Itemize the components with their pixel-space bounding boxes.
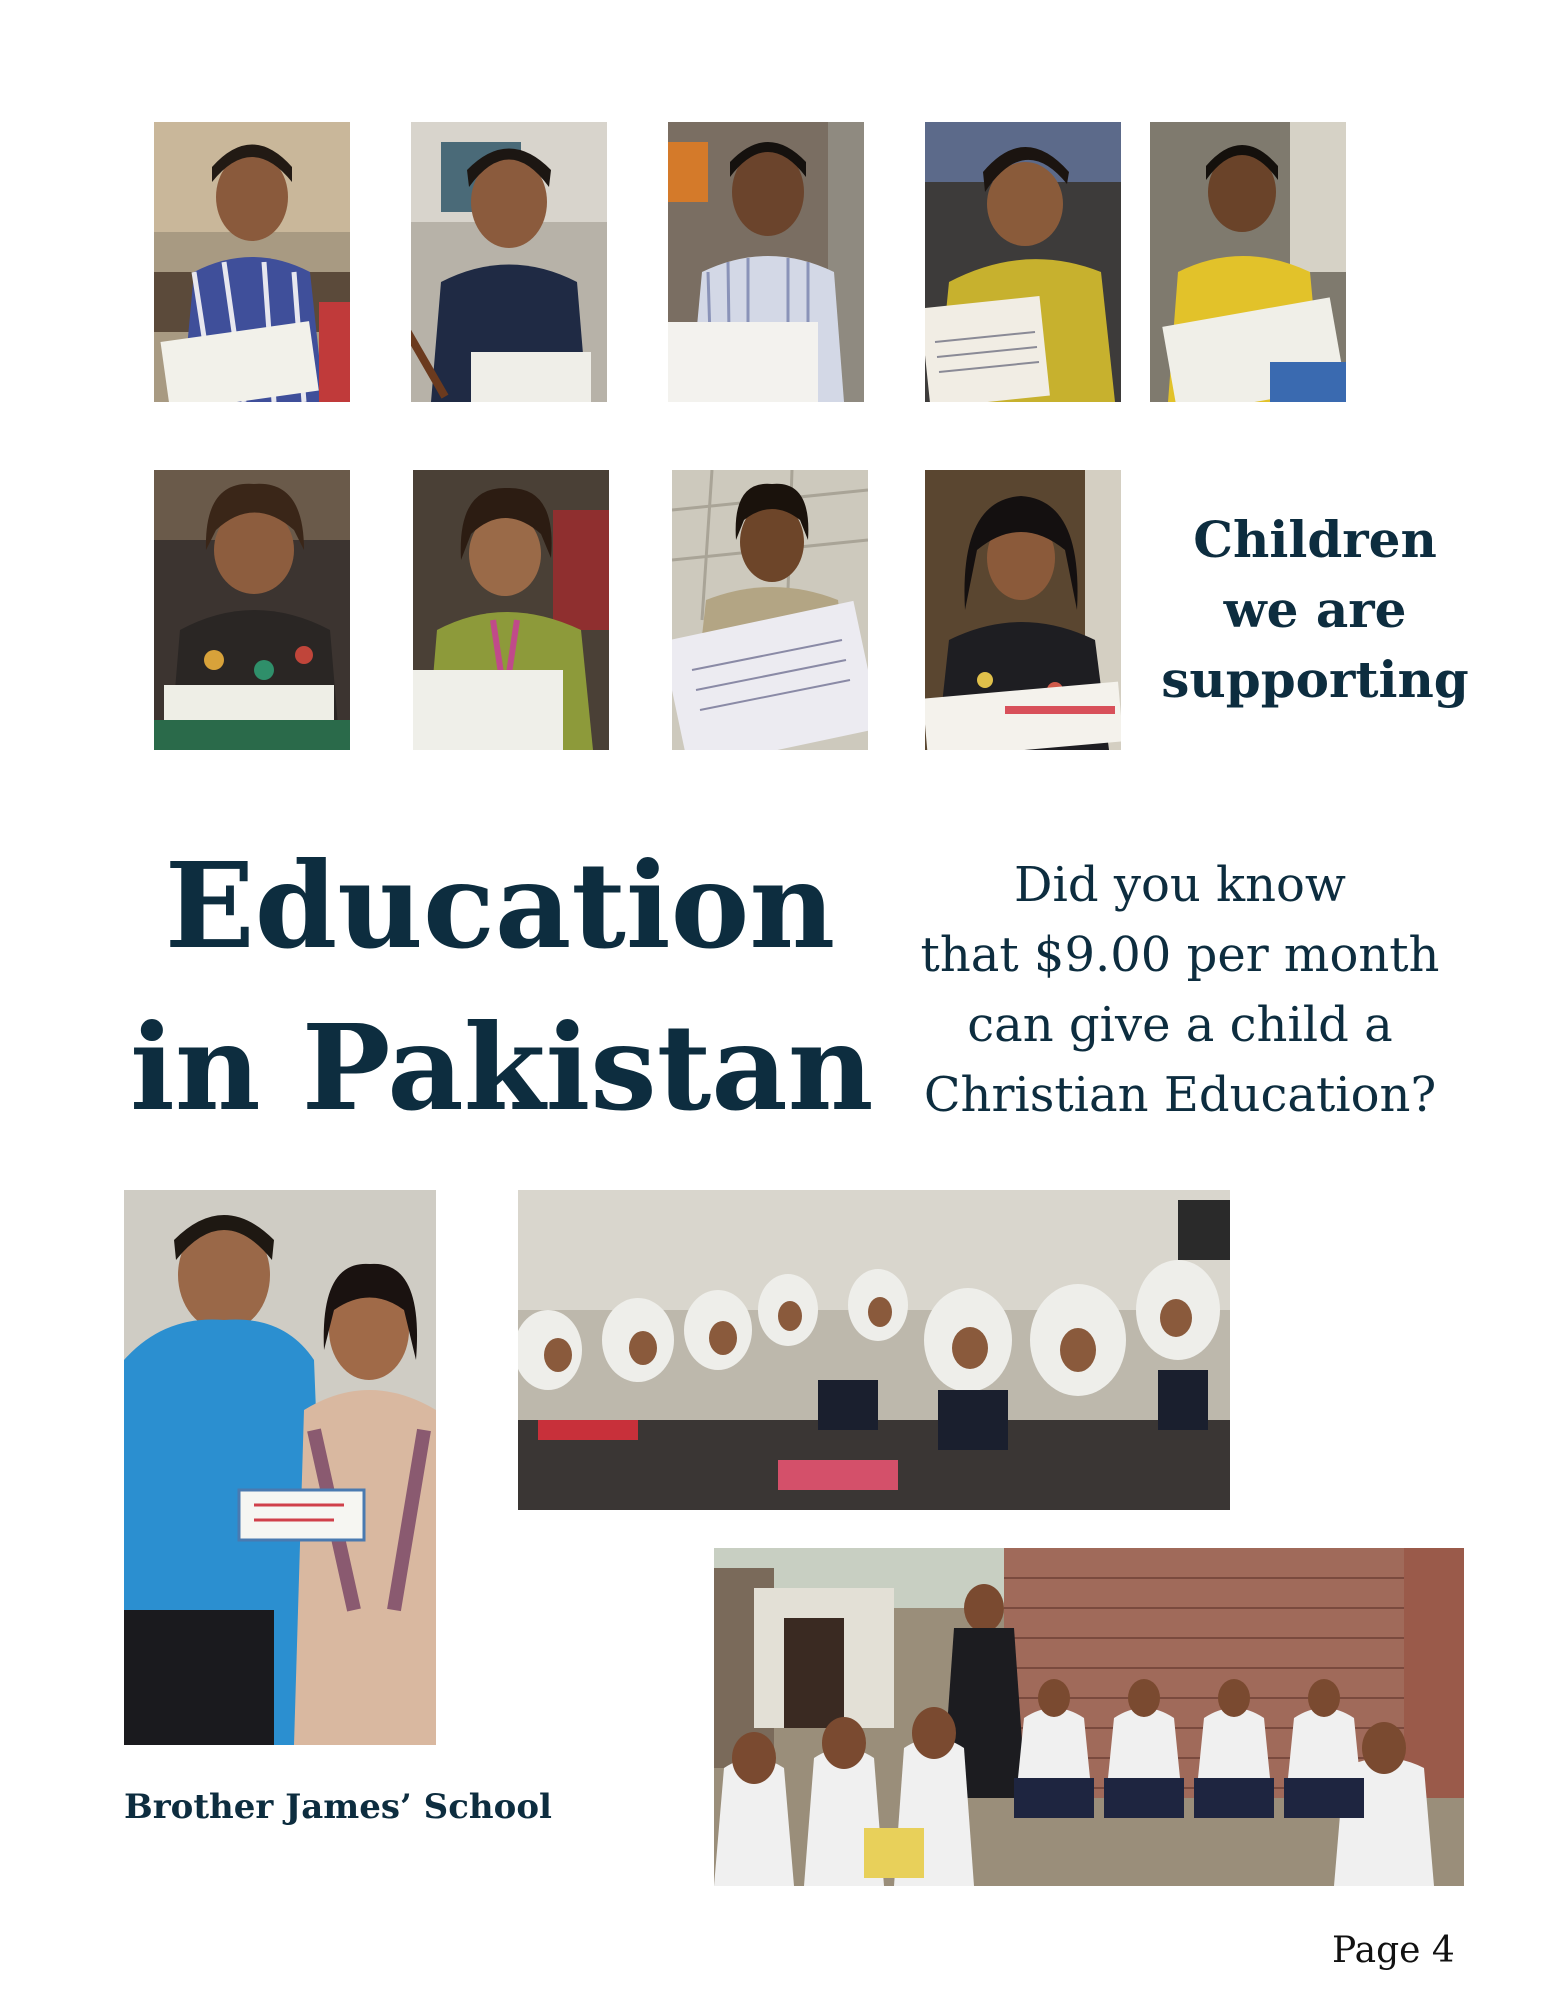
page-title bbox=[130, 825, 874, 1149]
child-photo-1 bbox=[154, 122, 350, 402]
promo-line-1: Did you know bbox=[1014, 857, 1346, 913]
child-photo-7 bbox=[413, 470, 609, 750]
outdoor-class-photo bbox=[714, 1548, 1464, 1886]
page-title-line-2: in Pakistan bbox=[130, 998, 874, 1137]
children-caption-line-3: supporting bbox=[1161, 650, 1469, 709]
children-caption-line-2: we are bbox=[1223, 580, 1407, 639]
school-caption: Brother James’ School bbox=[124, 1787, 552, 1827]
child-photo-9 bbox=[925, 470, 1121, 750]
children-caption-line-1: Children bbox=[1193, 510, 1437, 569]
child-photo-5 bbox=[1150, 122, 1346, 402]
brother-james-photo bbox=[124, 1190, 436, 1745]
classroom-photo bbox=[518, 1190, 1230, 1510]
promo-line-2: that $9.00 per month bbox=[920, 927, 1440, 983]
page-title-line-1: Education bbox=[164, 836, 836, 975]
promo-text bbox=[880, 850, 1480, 1130]
children-caption bbox=[1150, 505, 1480, 715]
child-photo-8 bbox=[672, 470, 868, 750]
child-photo-3 bbox=[668, 122, 864, 402]
child-photo-4 bbox=[925, 122, 1121, 402]
child-photo-2 bbox=[411, 122, 607, 402]
page-number: Page 4 bbox=[1332, 1930, 1455, 1971]
child-photo-6 bbox=[154, 470, 350, 750]
promo-line-4: Christian Education? bbox=[923, 1067, 1437, 1123]
promo-line-3: can give a child a bbox=[967, 997, 1393, 1053]
